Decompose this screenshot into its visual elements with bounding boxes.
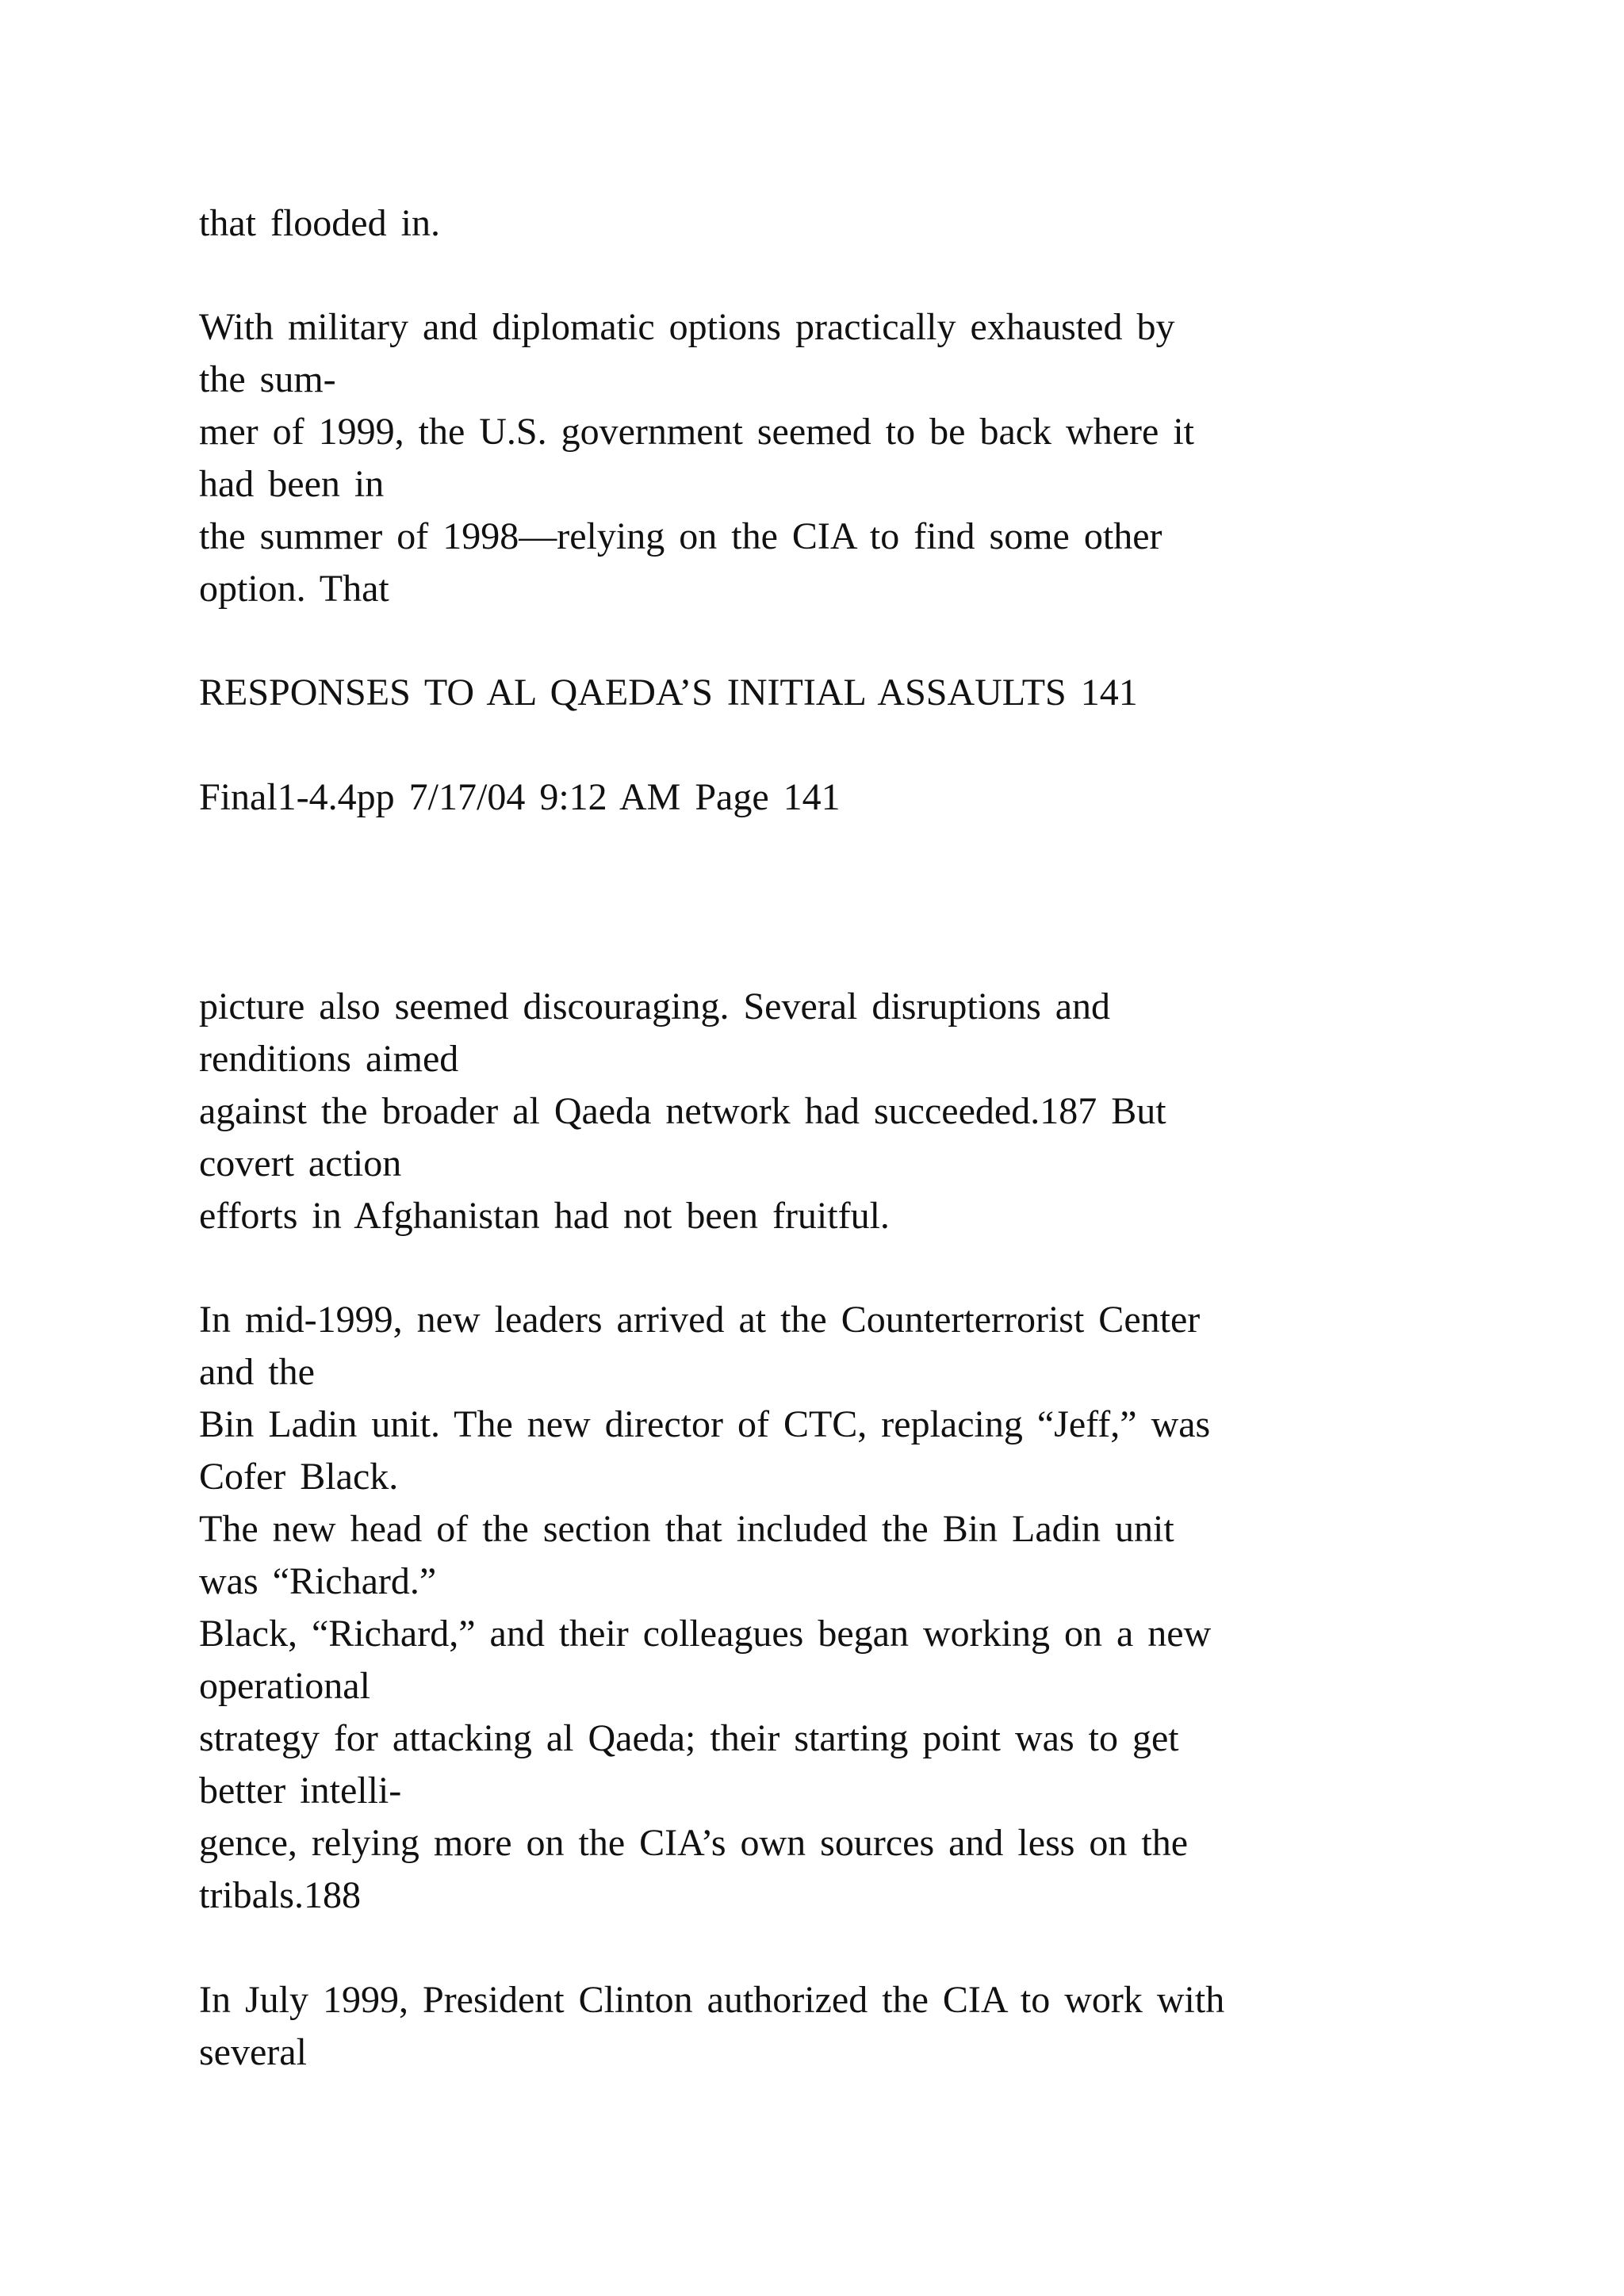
text-line: Cofer Black. [199,1456,399,1498]
text-line: Bin Ladin unit. The new director of CTC, replacing “Jeff,” was [199,1403,1211,1445]
text-line: the summer of 1998—relying on the CIA to find some other [199,515,1162,557]
page-footer-slug: Final1-4.4pp 7/17/04 9:12 AM Page 141 [199,776,841,818]
text-line: option. That [199,568,389,610]
running-header: RESPONSES TO AL QAEDA’S INITIAL ASSAULTS 141 [199,672,1138,714]
text-line: against the broader al Qaeda network had succeeded.187 But [199,1090,1166,1132]
text-line: that flooded in. [199,202,440,244]
text-line: strategy for attacking al Qaeda; their starting point was to get [199,1717,1179,1759]
text-line: was “Richard.” [199,1560,437,1602]
text-line: renditions aimed [199,1038,459,1080]
text-line: gence, relying more on the CIA’s own sources and less on the [199,1822,1189,1864]
text-line: covert action [199,1142,402,1184]
text-line: In July 1999, President Clinton authorized the CIA to work with [199,1979,1225,2021]
text-line: picture also seemed discouraging. Several disruptions and [199,985,1111,1027]
text-line: mer of 1999, the U.S. government seemed to be back where it [199,411,1194,453]
text-line: the sum- [199,358,336,400]
text-line: several [199,2031,307,2073]
text-line: Black, “Richard,” and their colleagues began working on a new [199,1613,1212,1655]
text-line: had been in [199,463,385,505]
text-line: With military and diplomatic options practically exhausted by [199,306,1175,348]
text-line: efforts in Afghanistan had not been fruitful. [199,1195,890,1237]
text-line: In mid-1999, new leaders arrived at the Counterterrorist Center [199,1299,1201,1341]
text-line: better intelli- [199,1770,402,1812]
text-line: The new head of the section that included the Bin Ladin unit [199,1508,1174,1550]
text-line: and the [199,1351,315,1393]
text-line: operational [199,1665,370,1707]
text-line: tribals.188 [199,1874,361,1916]
